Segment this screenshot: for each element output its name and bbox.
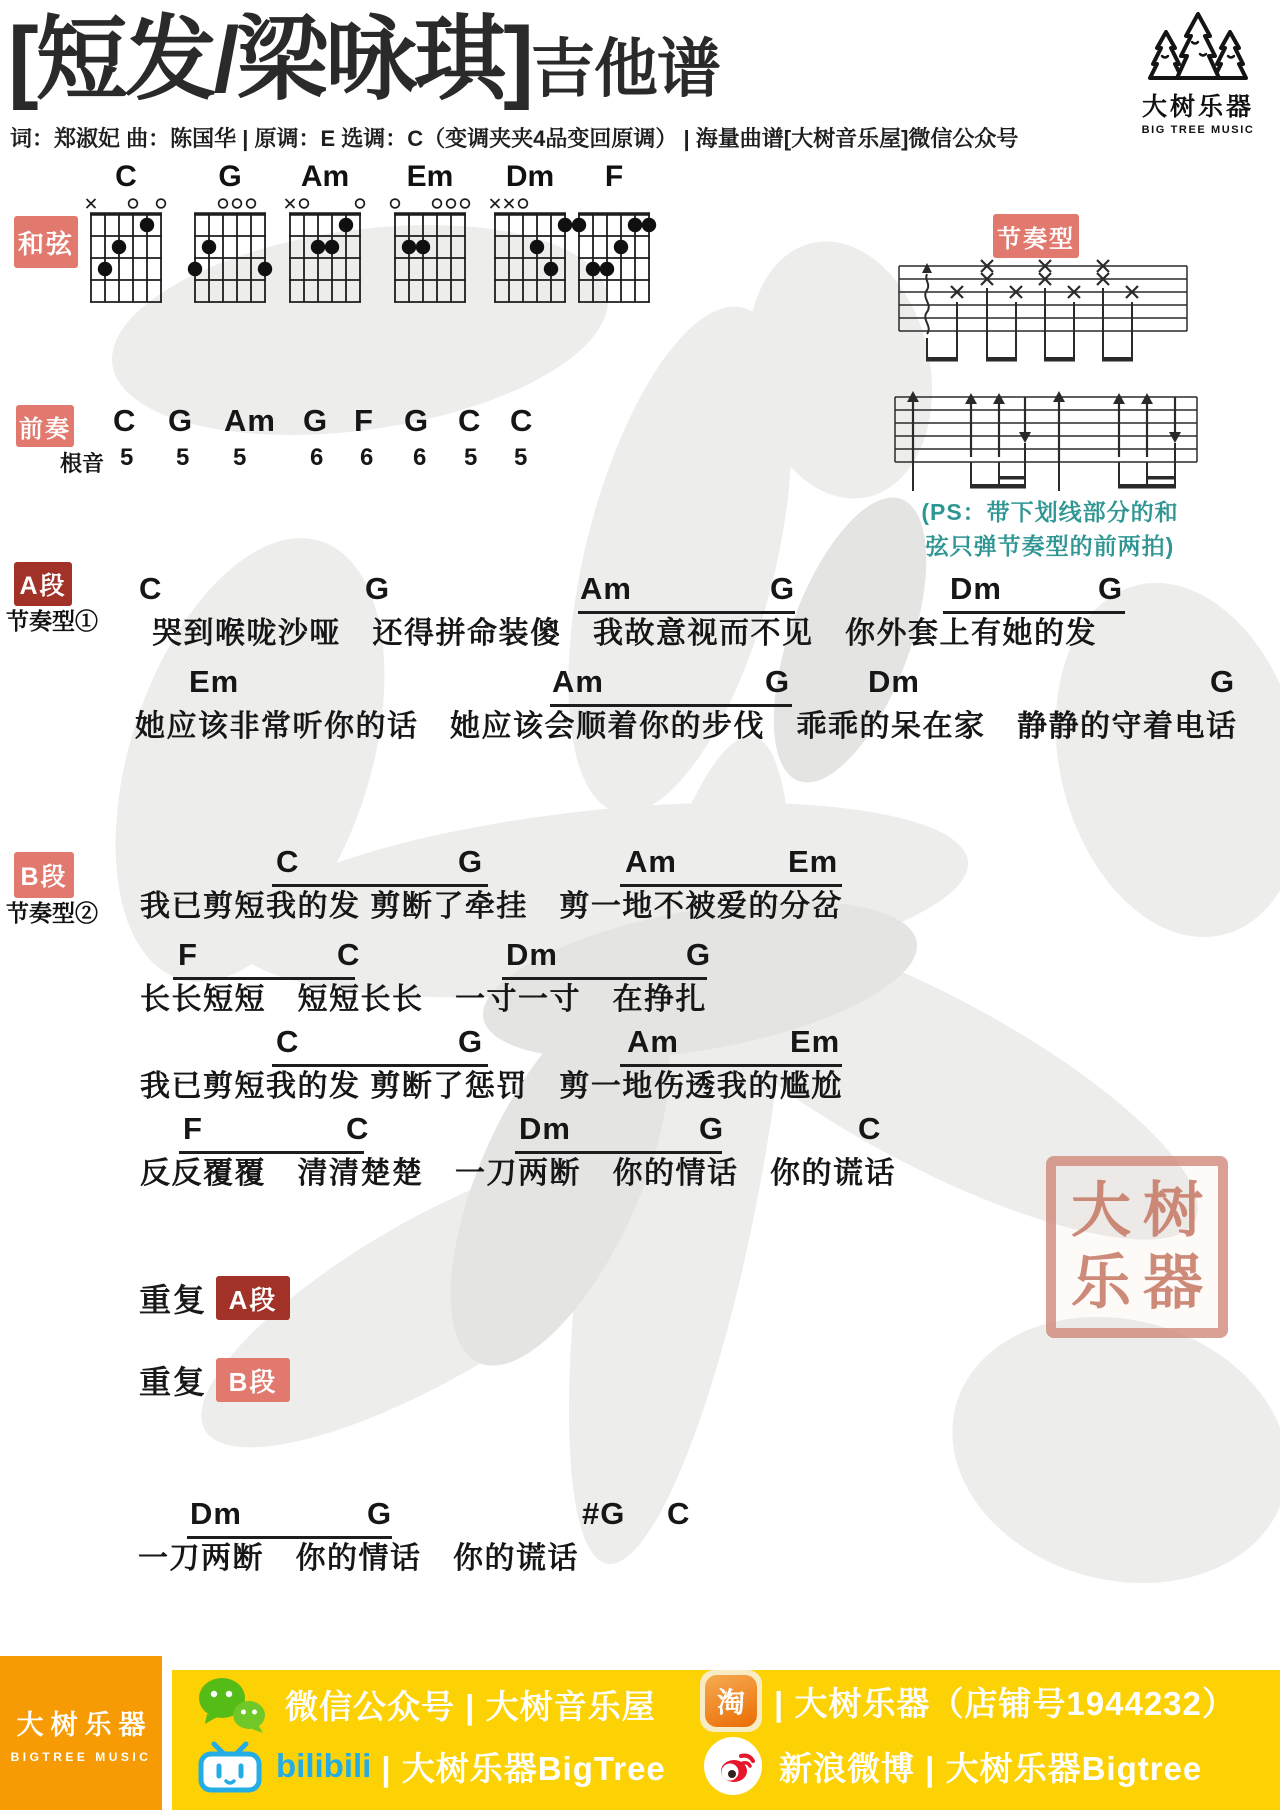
brand-logo-subname: BIG TREE MUSIC (1141, 124, 1255, 136)
bilibili-text: | 大树乐器BigTree (381, 1749, 666, 1787)
chord-underline (943, 611, 1125, 614)
chord-underline (179, 1151, 364, 1154)
chord-diagram-Am (279, 160, 371, 311)
chord-symbol: Am (580, 571, 632, 606)
chord-symbol: Dm (506, 937, 558, 972)
lyric-line: 她应该非常听你的话 她应该会顺着你的步伐 乖乖的呆在家 静静的守着电话 (135, 710, 1238, 743)
repeat-b-tag: B段 (216, 1358, 290, 1402)
taobao-char: 淘 (716, 1687, 745, 1718)
chord-name: Dm (505, 160, 555, 193)
wechat-icon (195, 1674, 269, 1734)
bilibili-wordmark: bilibili (276, 1747, 372, 1784)
footer-brand-subname: BIGTREE MUSIC (10, 1749, 152, 1764)
chord-name: F (604, 160, 624, 193)
chord-symbol: Dm (190, 1496, 242, 1531)
chord-symbol: C (510, 403, 534, 438)
chord-symbol: Am (552, 664, 604, 699)
lyric-line: 哭到喉咙沙哑 还得拼命装傻 我故意视而不见 你外套上有她的发 (152, 617, 1097, 650)
wechat-row (195, 1674, 656, 1734)
chord-symbol: G (367, 1496, 393, 1531)
footer-social-bar (172, 1670, 1280, 1810)
chord-symbol: Em (788, 844, 839, 879)
weibo-row (703, 1736, 1202, 1796)
bilibili-row (194, 1738, 666, 1794)
chord-symbol: G (699, 1111, 725, 1146)
rhythm-ref-2: 节奏型② (6, 900, 98, 926)
chord-symbol: C (667, 1496, 691, 1531)
chord-underline (272, 884, 488, 887)
chord-underline (620, 884, 842, 887)
chord-name: Am (300, 160, 350, 193)
lyric-line: 我已剪短我的发 剪断了惩罚 剪一地伤透我的尴尬 (140, 1070, 843, 1103)
credits-line: 词：郑淑妃 曲：陈国华 | 原调：E 选调：C（变调夹夹4品变回原调） | 海量曲谱[大树音乐屋]微信公众号 (10, 126, 1019, 151)
brand-logo (1136, 10, 1260, 136)
chord-underline (272, 1064, 488, 1067)
repeat-section-a-row (139, 1275, 290, 1321)
chord-symbol: G (404, 403, 430, 438)
taobao-row (700, 1670, 1236, 1732)
tree-logo-icon (1142, 10, 1254, 84)
root-note-number: 5 (464, 444, 478, 471)
chord-symbol: Em (790, 1024, 841, 1059)
chord-symbol: C (346, 1111, 370, 1146)
chord-diagram-F (568, 160, 660, 311)
chord-underline (578, 611, 795, 614)
chord-symbol: G (303, 403, 329, 438)
ps-note-line1: (PS：带下划线部分的和 (921, 499, 1179, 525)
chord-symbol: C (858, 1111, 882, 1146)
bilibili-icon (194, 1738, 266, 1794)
repeat-label: 重复 (139, 1282, 208, 1318)
red-seal-stamp (1046, 1156, 1228, 1338)
chord-symbol: G (1210, 664, 1236, 699)
chord-symbol: #G (582, 1496, 626, 1531)
chord-diagram-C (80, 160, 172, 311)
chord-underline (620, 1064, 842, 1067)
chord-symbol: F (354, 403, 374, 438)
chord-diagram-G (184, 160, 276, 311)
chord-diagram-Em (384, 160, 476, 311)
chord-symbol: G (365, 571, 391, 606)
chord-symbol: G (458, 844, 484, 879)
label-section-a: A段 (14, 562, 72, 606)
root-note-number: 5 (233, 444, 247, 471)
root-note-number: 5 (514, 444, 528, 471)
chord-symbol: Am (224, 403, 276, 438)
lyric-line: 长长短短 短短长长 一寸一寸 在挣扎 (140, 983, 707, 1016)
lyric-line: 反反覆覆 清清楚楚 一刀两断 你的情话 你的谎话 (140, 1157, 896, 1190)
taobao-icon (700, 1670, 762, 1732)
song-title: [短发/梁咏琪] (8, 9, 531, 111)
lyric-line: 我已剪短我的发 剪断了牵挂 剪一地不被爱的分岔 (140, 890, 843, 923)
footer-brand-block (0, 1656, 162, 1810)
chord-symbol: G (168, 403, 194, 438)
chord-symbol: C (337, 937, 361, 972)
chord-symbol: C (276, 1024, 300, 1059)
root-note-number: 6 (413, 444, 427, 471)
chord-symbol: F (178, 937, 198, 972)
repeat-a-tag: A段 (216, 1276, 290, 1320)
chord-name: G (218, 160, 242, 193)
chord-symbol: G (765, 664, 791, 699)
chord-symbol: C (458, 403, 482, 438)
chord-symbol: Dm (519, 1111, 571, 1146)
chord-diagram-Dm (484, 160, 576, 311)
label-section-b: B段 (14, 852, 74, 898)
root-note-number: 5 (120, 444, 134, 471)
rhythm-pattern-2-notation (891, 389, 1201, 497)
chord-symbol: Em (189, 664, 240, 699)
chord-underline (502, 977, 707, 980)
chord-symbol: G (458, 1024, 484, 1059)
chord-underline (550, 704, 792, 707)
chord-underline (515, 1151, 722, 1154)
root-note-number: 6 (360, 444, 374, 471)
label-chords: 和弦 (14, 216, 78, 268)
repeat-section-b-row (139, 1357, 290, 1403)
chord-symbol: Am (625, 844, 677, 879)
chord-symbol: C (113, 403, 137, 438)
label-intro: 前奏 (16, 405, 74, 447)
chord-symbol: G (1098, 571, 1124, 606)
chord-name: C (115, 160, 137, 193)
root-note-number: 6 (310, 444, 324, 471)
footer-brand-name: 大树乐器 (16, 1709, 153, 1740)
rhythm-ref-1: 节奏型① (6, 608, 98, 634)
chord-symbol: Dm (950, 571, 1002, 606)
chord-symbol: F (183, 1111, 203, 1146)
seal-line2: 乐器 (1071, 1249, 1215, 1316)
lyric-line: 一刀两断 你的情话 你的谎话 (138, 1542, 579, 1575)
weibo-icon (703, 1736, 763, 1796)
root-note-number: 5 (176, 444, 190, 471)
chord-underline (187, 1536, 392, 1539)
chord-underline (173, 977, 355, 980)
seal-line1: 大树 (1071, 1177, 1215, 1244)
brand-logo-name: 大树乐器 (1141, 93, 1254, 121)
chord-symbol: Dm (868, 664, 920, 699)
root-note-label: 根音 (60, 451, 105, 476)
chord-symbol: C (139, 571, 163, 606)
ps-note (878, 495, 1222, 563)
chord-symbol: G (686, 937, 712, 972)
page-title (8, 0, 720, 120)
label-rhythm: 节奏型 (993, 214, 1079, 258)
ps-note-line2: 弦只弹节奏型的前两拍) (925, 533, 1175, 559)
chord-symbol: G (770, 571, 796, 606)
chord-symbol: C (276, 844, 300, 879)
chord-name: Em (406, 160, 454, 193)
repeat-label: 重复 (139, 1364, 208, 1400)
wechat-text: 微信公众号 | 大树音乐屋 (285, 1687, 656, 1725)
rhythm-pattern-1-notation (893, 254, 1193, 384)
title-suffix: 吉他谱 (530, 33, 720, 105)
taobao-text: | 大树乐器（店铺号1944232） (774, 1684, 1236, 1722)
weibo-text: 新浪微博 | 大树乐器Bigtree (779, 1749, 1203, 1787)
chord-symbol: Am (627, 1024, 679, 1059)
